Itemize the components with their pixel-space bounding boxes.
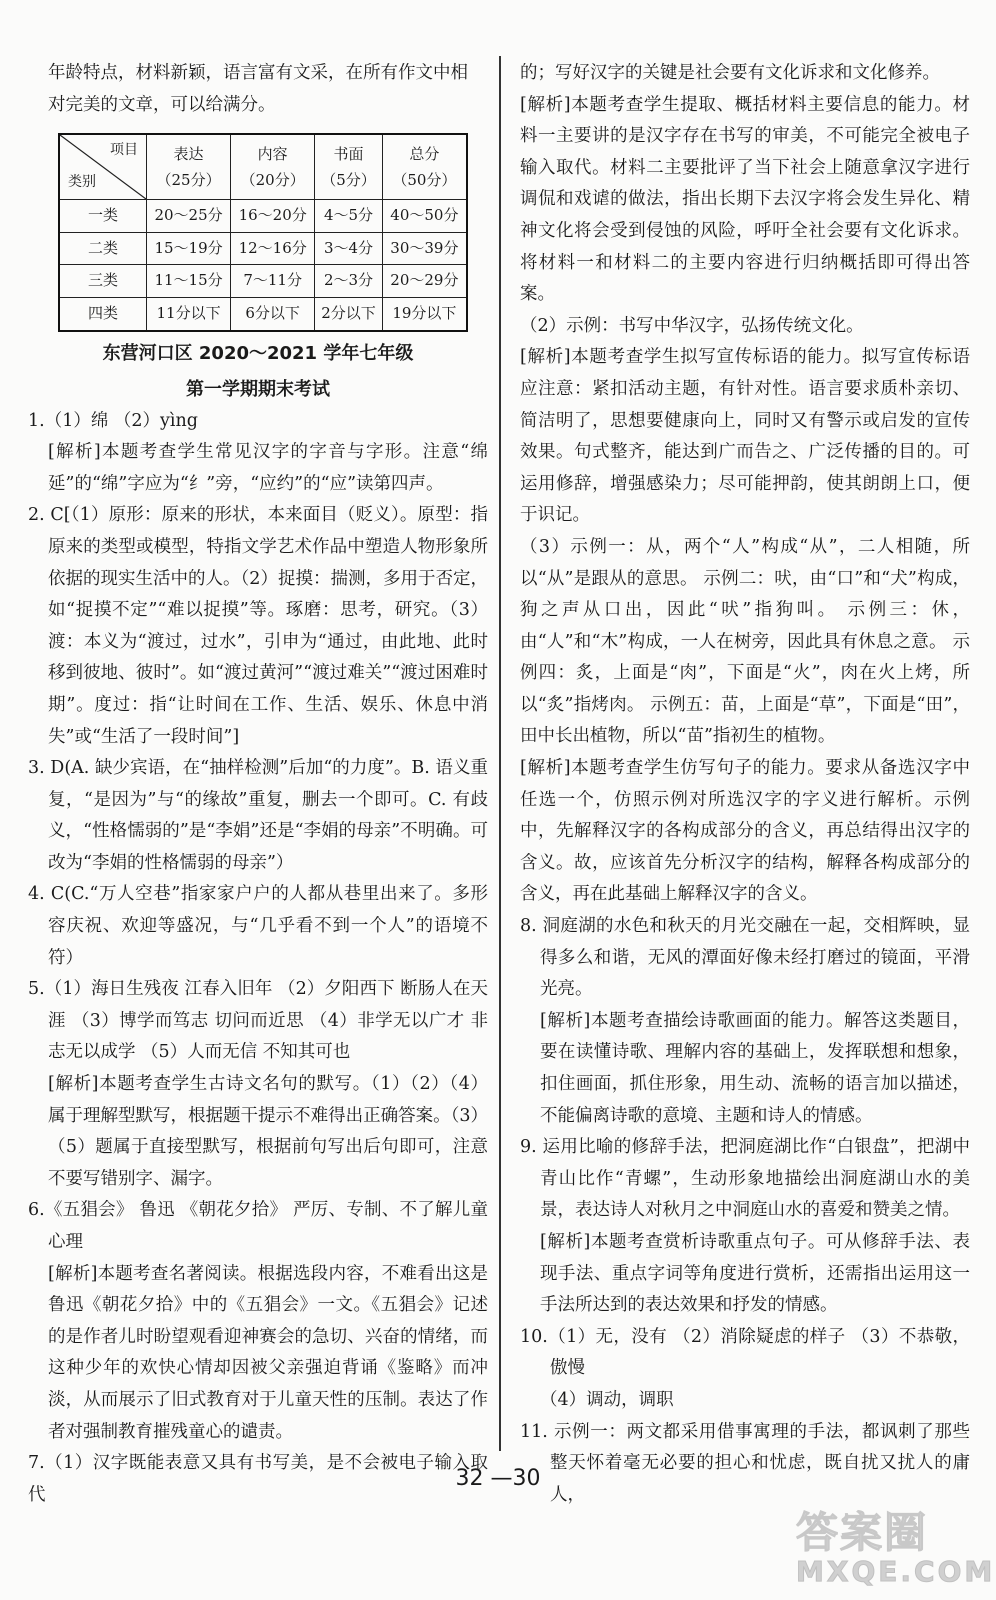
table-row [59, 200, 467, 233]
table-cell: 2～3分 [315, 265, 383, 298]
table-cell: 12～16分 [231, 232, 315, 265]
analysis-q7-3: [解析]本题考查学生仿写句子的能力。要求从备选汉字中任选一个，仿照示例对所选汉字的字义进行解析。示例中，先解释汉字的各构成部分的含义，再总结得出汉字的含义。故，应该首先分析汉字的结构，解释各构成部分的含义，再在此基础上解释汉字的含义。 [520, 758, 970, 905]
analysis-q1: [解析]本题考查学生常见汉字的字音与字形。注意“绵延”的“绵”字应为“纟”旁，“应约”的“应”读第四声。 [48, 442, 488, 494]
table-corner-cell [59, 134, 147, 200]
column-divider [499, 56, 501, 1451]
table-cell: 19分以下 [382, 297, 467, 330]
header-name: 表达 [173, 145, 204, 164]
header-name: 书面 [333, 145, 364, 164]
answer-q7-2: （2）示例：书写中华汉字，弘扬传统文化。 [520, 315, 864, 336]
answer-q8: 8. 洞庭湖的水色和秋天的月光交融在一起，交相辉映，显得多么和谐，无风的潭面好像未经打磨过的镜面，平滑光亮。 [520, 916, 970, 1000]
analysis-q7-2: [解析]本题考查学生拟写宣传标语的能力。拟写宣传标语应注意：紧扣活动主题，有针对性。语言要求质朴亲切、简洁明了，思想要健康向上，同时又有警示或启发的宣传效果。句式整齐，能达到广而告之、广泛传播的目的。可运用修辞，增强感染力；尽可能押韵，使其朗朗上口，便于识记。 [520, 347, 970, 526]
answer-q7-part1: 7.（1）汉字既能表意又具有书写美，是不会被电子输入取代 [28, 1453, 488, 1505]
corner-bottom-label: 类别 [68, 174, 96, 191]
header-cell [382, 134, 467, 200]
analysis-q5: [解析]本题考查学生古诗文名句的默写。（1）（2）（4）属于理解型默写，根据题干提示不难得出正确答案。（3）（5）题属于直接型默写，根据前句写出后句即可，注意不要写错别字、漏字。 [48, 1074, 488, 1189]
analysis-q8: [解析]本题考查描绘诗歌画面的能力。解答这类题目，要在读懂诗歌、理解内容的基础上，发挥联想和想象，扣住画面，抓住形象，用生动、流畅的语言加以描述，不能偏离诗歌的意境、主题和诗人的情感。 [540, 1010, 970, 1126]
table-cell: 20～25分 [147, 200, 231, 233]
right-column [520, 58, 970, 1511]
row-label: 三类 [59, 265, 147, 298]
header-cell [231, 134, 315, 200]
answer-q7-3: （3）示例一：从，两个“人”构成“从”，二人相随，所以“从”是跟从的意思。 示例二：吠，由“口”和“犬”构成，狗之声从口出，因此“吠”指狗叫。 示例三：休，由“人”和“木”构成，一人在树旁，因此具有休息之意。 示例四：炙，上面是“肉”，下面是“火”，肉在火上烤，所以“炙”指烤肉。 示例五：苗，上面是“草”，下面是“田”，田中长出植物，所以“苗”指初生的植物。 [520, 536, 970, 747]
table-cell: 2分以下 [315, 297, 383, 330]
answer-q11: 11. 示例一：两文都采用借事寓理的手法，都讽刺了那些整天怀着毫无必要的担心和忧虑，既自扰又扰人的庸人， [520, 1421, 970, 1505]
table-row [59, 265, 467, 298]
table-header-row [59, 134, 467, 200]
table-cell: 16～20分 [231, 200, 315, 233]
table-cell: 15～19分 [147, 232, 231, 265]
row-label: 二类 [59, 232, 147, 265]
answer-q2: 2. C[（1）原形：原来的形状，本来面目（贬义）。原型：指原来的类型或模型，特指文学艺术作品中塑造人物形象所依据的现实生活中的人。（2）捉摸：揣测，多用于否定，如“捉摸不定”“难以捉摸”等。琢磨：思考，研究。（3）渡：本义为“渡过，过水”，引申为“通过，由此地、此时移到彼地、彼时”。如“渡过黄河”“渡过难关”“渡过困难时期”。度过：指“让时间在工作、生活、娱乐、休息中消失”或“生活了一段时间”] [28, 505, 488, 747]
watermark-logo [796, 1508, 996, 1592]
answer-q1: 1.（1）绵 （2）yìng [28, 410, 198, 431]
answer-q6: 6.《五猖会》 鲁迅 《朝花夕拾》 严厉、专制、不了解儿童心理 [28, 1200, 488, 1252]
header-name: 总分 [409, 145, 440, 164]
answer-q10: 10.（1）无，没有 （2）消除疑虑的样子 （3）不恭敬，傲慢 [520, 1326, 970, 1379]
analysis-q6: [解析]本题考查名著阅读。根据选段内容，不难看出这是鲁迅《朝花夕拾》中的《五猖会》一文。《五猖会》记述的是作者儿时盼望观看迎神赛会的急切、兴奋的情绪，而这种少年的欢快心情却因被父亲强迫背诵《鉴略》而冲淡，从而展示了旧式教育对于儿童天性的压制。表达了作者对强制教育摧残童心的谴责。 [48, 1263, 488, 1442]
watermark-url: MXQE.COM [796, 1555, 996, 1588]
essay-intro-line1: 年龄特点，材料新颖，语言富有文采，在所有作文中相 [48, 63, 468, 83]
header-score: （20分） [240, 171, 305, 190]
table-cell: 7～11分 [231, 265, 315, 298]
table-row [59, 297, 467, 330]
table-cell: 30～39分 [382, 232, 467, 265]
essay-intro-line2: 对完美的文章，可以给满分。 [48, 94, 276, 115]
answer-q7-continued: 的；写好汉字的关键是社会要有文化诉求和文化修养。 [520, 63, 940, 83]
table-row [59, 232, 467, 265]
table-cell: 20～29分 [382, 265, 467, 298]
header-cell [315, 134, 383, 200]
table-cell: 4～5分 [315, 200, 383, 233]
page-number: 32 —30 [455, 1466, 541, 1491]
table-cell: 11分以下 [147, 297, 231, 330]
left-column [28, 58, 488, 1511]
row-label: 一类 [59, 200, 147, 233]
grading-table [58, 133, 468, 331]
header-cell [147, 134, 231, 200]
answer-q4: 4. C(C.“万人空巷”指家家户户的人都从巷里出来了。多形容庆祝、欢迎等盛况，与“几乎看不到一个人”的语境不符） [28, 884, 488, 968]
answer-q5: 5.（1）海日生残夜 江春入旧年 （2）夕阳西下 断肠人在天涯 （3）博学而笃志 切问而近思 （4）非学无以广才 非志无以成学 （5）人而无信 不知其可也 [28, 979, 488, 1063]
answer-q3: 3. D(A. 缺少宾语，在“抽样检测”后加“的力度”。B. 语义重复，“是因为”与“的缘故”重复，删去一个即可。C. 有歧义，“性格懦弱的”是“李娟”还是“李娟的母亲”不明确。可改为“李娟的性格懦弱的母亲”） [28, 758, 488, 873]
answer-q10-part4: （4）调动，调职 [540, 1389, 674, 1410]
header-name: 内容 [257, 145, 288, 164]
answer-q9: 9. 运用比喻的修辞手法，把洞庭湖比作“白银盘”，把湖中青山比作“青螺”，生动形象地描绘出洞庭湖山水的美景，表达诗人对秋月之中洞庭山水的喜爱和赞美之情。 [520, 1137, 970, 1221]
analysis-q7-1: [解析]本题考查学生提取、概括材料主要信息的能力。材料一主要讲的是汉字存在书写的审美，不可能完全被电子输入取代。材料二主要批评了当下社会上随意拿汉字进行调侃和戏谑的做法，指出长期下去汉字将会发生异化、精神文化将会受到侵蚀的风险，呼吁全社会要有文化诉求。将材料一和材料二的主要内容进行归纳概括即可得出答案。 [520, 94, 970, 305]
analysis-q9: [解析]本题考查赏析诗歌重点句子。可从修辞手法、表现手法、重点字词等角度进行赏析，还需指出运用这一手法所达到的表达效果和抒发的情感。 [540, 1231, 970, 1316]
header-score: （25分） [156, 171, 221, 190]
row-label: 四类 [59, 297, 147, 330]
watermark-text: 答案圈 [796, 1508, 929, 1557]
exam-title-line1: 东营河口区 2020～2021 学年七年级 [102, 342, 414, 364]
corner-top-label: 项目 [110, 142, 138, 159]
header-score: （50分） [392, 171, 457, 190]
table-cell: 11～15分 [147, 265, 231, 298]
table-cell: 3～4分 [315, 232, 383, 265]
exam-title-line2: 第一学期期末考试 [186, 378, 330, 400]
header-score: （5分） [321, 171, 376, 190]
table-cell: 6分以下 [231, 297, 315, 330]
table-cell: 40～50分 [382, 200, 467, 233]
